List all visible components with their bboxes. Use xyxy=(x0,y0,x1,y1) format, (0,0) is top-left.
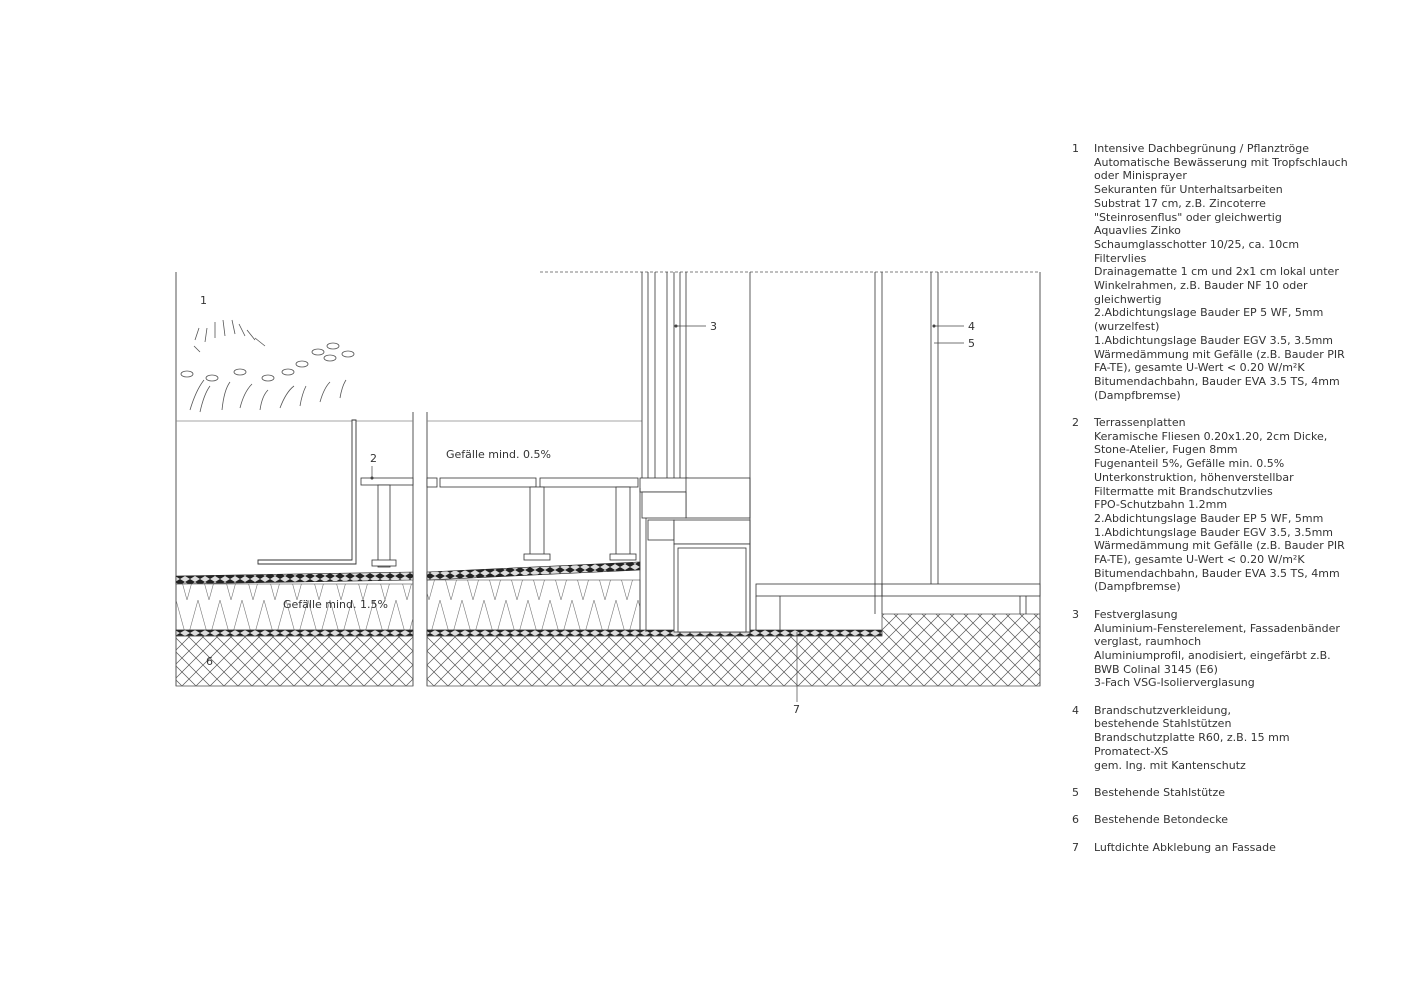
legend-line: Terrassenplatten xyxy=(1094,416,1186,430)
legend-line: "Steinrosenflus" oder gleichwertig xyxy=(1094,210,1282,224)
legend-text xyxy=(1094,142,1402,402)
legend-line: Promatect-XS xyxy=(1094,744,1169,758)
legend-item-1 xyxy=(1072,142,1402,402)
callout-6: 6 xyxy=(206,655,213,668)
legend-line: Bestehende Stahlstütze xyxy=(1094,785,1226,799)
legend-number: 6 xyxy=(1072,813,1079,827)
legend-item-5 xyxy=(1072,786,1402,800)
legend-item-7 xyxy=(1072,841,1402,855)
legend-line: FPO-Schutzbahn 1.2mm xyxy=(1094,498,1228,512)
legend-line: oder Minisprayer xyxy=(1094,169,1187,183)
legend-line: gem. Ing. mit Kantenschutz xyxy=(1094,758,1246,772)
legend-text xyxy=(1094,608,1402,690)
legend-line: Wärmedämmung mit Gefälle (z.B. Bauder PIR xyxy=(1094,539,1345,553)
legend-line: 1.Abdichtungslage Bauder EGV 3.5, 3.5mm xyxy=(1094,525,1334,539)
legend-line: Festverglasung xyxy=(1094,607,1178,621)
legend xyxy=(1072,142,1402,868)
legend-item-4 xyxy=(1072,704,1402,773)
legend-line: Wärmedämmung mit Gefälle (z.B. Bauder PIR xyxy=(1094,347,1345,361)
legend-line: (Dampfbremse) xyxy=(1094,388,1181,402)
legend-line: Substrat 17 cm, z.B. Zincoterre xyxy=(1094,196,1266,210)
legend-number: 1 xyxy=(1072,142,1079,155)
legend-line: FA-TE), gesamte U-Wert < 0.20 W/m²K xyxy=(1094,553,1305,567)
legend-line: Winkelrahmen, z.B. Bauder NF 10 oder xyxy=(1094,279,1308,293)
slope-label-planter: Gefälle mind. 1.5% xyxy=(283,598,388,611)
legend-line: Keramische Fliesen 0.20x1.20, 2cm Dicke, xyxy=(1094,429,1328,443)
slope-label-terrace: Gefälle mind. 0.5% xyxy=(446,448,551,461)
legend-number: 2 xyxy=(1072,416,1079,430)
planter-section xyxy=(176,272,413,686)
legend-line: BWB Colinal 3145 (E6) xyxy=(1094,662,1218,676)
legend-line: verglast, raumhoch xyxy=(1094,635,1202,649)
legend-item-3 xyxy=(1072,608,1402,690)
callout-1: 1 xyxy=(200,294,207,307)
legend-line: Fugenanteil 5%, Gefälle min. 0.5% xyxy=(1094,457,1285,471)
legend-line: Aluminiumprofil, anodisiert, eingefärbt z.B. xyxy=(1094,648,1331,662)
legend-line: Bestehende Betondecke xyxy=(1094,813,1228,827)
legend-line: Luftdichte Abklebung an Fassade xyxy=(1094,840,1276,854)
legend-text xyxy=(1094,813,1402,827)
legend-line: (wurzelfest) xyxy=(1094,320,1160,334)
legend-line: Automatische Bewässerung mit Tropfschlauch xyxy=(1094,155,1348,169)
callout-2: 2 xyxy=(370,452,377,465)
legend-number: 4 xyxy=(1072,703,1079,717)
legend-line: Filtermatte mit Brandschutzvlies xyxy=(1094,484,1273,498)
legend-number: 5 xyxy=(1072,785,1079,799)
legend-item-6 xyxy=(1072,813,1402,827)
legend-text xyxy=(1094,786,1402,800)
legend-line: (Dampfbremse) xyxy=(1094,580,1181,594)
callout-7: 7 xyxy=(793,703,800,716)
legend-line: 2.Abdichtungslage Bauder EP 5 WF, 5mm xyxy=(1094,511,1324,525)
callout-5: 5 xyxy=(968,337,975,350)
legend-line: Unterkonstruktion, höhenverstellbar xyxy=(1094,470,1294,484)
callout-4: 4 xyxy=(968,320,975,333)
legend-line: Schaumglasschotter 10/25, ca. 10cm xyxy=(1094,237,1300,251)
callout-3: 3 xyxy=(710,320,717,333)
legend-number: 3 xyxy=(1072,607,1079,621)
legend-text xyxy=(1094,416,1402,594)
legend-line: 1.Abdichtungslage Bauder EGV 3.5, 3.5mm xyxy=(1094,333,1334,347)
legend-line: Filtervlies xyxy=(1094,251,1147,265)
legend-line: Brandschutzverkleidung, xyxy=(1094,703,1232,717)
legend-line: Aluminium-Fensterelement, Fassadenbänder xyxy=(1094,621,1340,635)
legend-line: Stone-Atelier, Fugen 8mm xyxy=(1094,443,1238,457)
legend-line: 3-Fach VSG-Isolierverglasung xyxy=(1094,676,1255,690)
legend-line: Brandschutzplatte R60, z.B. 15 mm xyxy=(1094,731,1290,745)
legend-line: Bitumendachbahn, Bauder EVA 3.5 TS, 4mm xyxy=(1094,374,1340,388)
legend-line: Drainagematte 1 cm und 2x1 cm lokal unter xyxy=(1094,265,1339,279)
terrace-facade-section xyxy=(427,272,1040,686)
legend-line: Aquavlies Zinko xyxy=(1094,224,1181,238)
legend-line: bestehende Stahlstützen xyxy=(1094,717,1232,731)
legend-number: 7 xyxy=(1072,840,1079,854)
steel-column xyxy=(875,272,938,614)
legend-line: gleichwertig xyxy=(1094,292,1162,306)
legend-line: Intensive Dachbegrünung / Pflanztröge xyxy=(1094,142,1310,155)
legend-line: FA-TE), gesamte U-Wert < 0.20 W/m²K xyxy=(1094,361,1305,375)
legend-line: Sekuranten für Unterhaltsarbeiten xyxy=(1094,183,1283,197)
plants-illustration xyxy=(181,320,354,412)
legend-text xyxy=(1094,704,1402,773)
legend-line: Bitumendachbahn, Bauder EVA 3.5 TS, 4mm xyxy=(1094,566,1340,580)
legend-line: 2.Abdichtungslage Bauder EP 5 WF, 5mm xyxy=(1094,306,1324,320)
legend-item-2 xyxy=(1072,416,1402,594)
legend-text xyxy=(1094,841,1402,855)
